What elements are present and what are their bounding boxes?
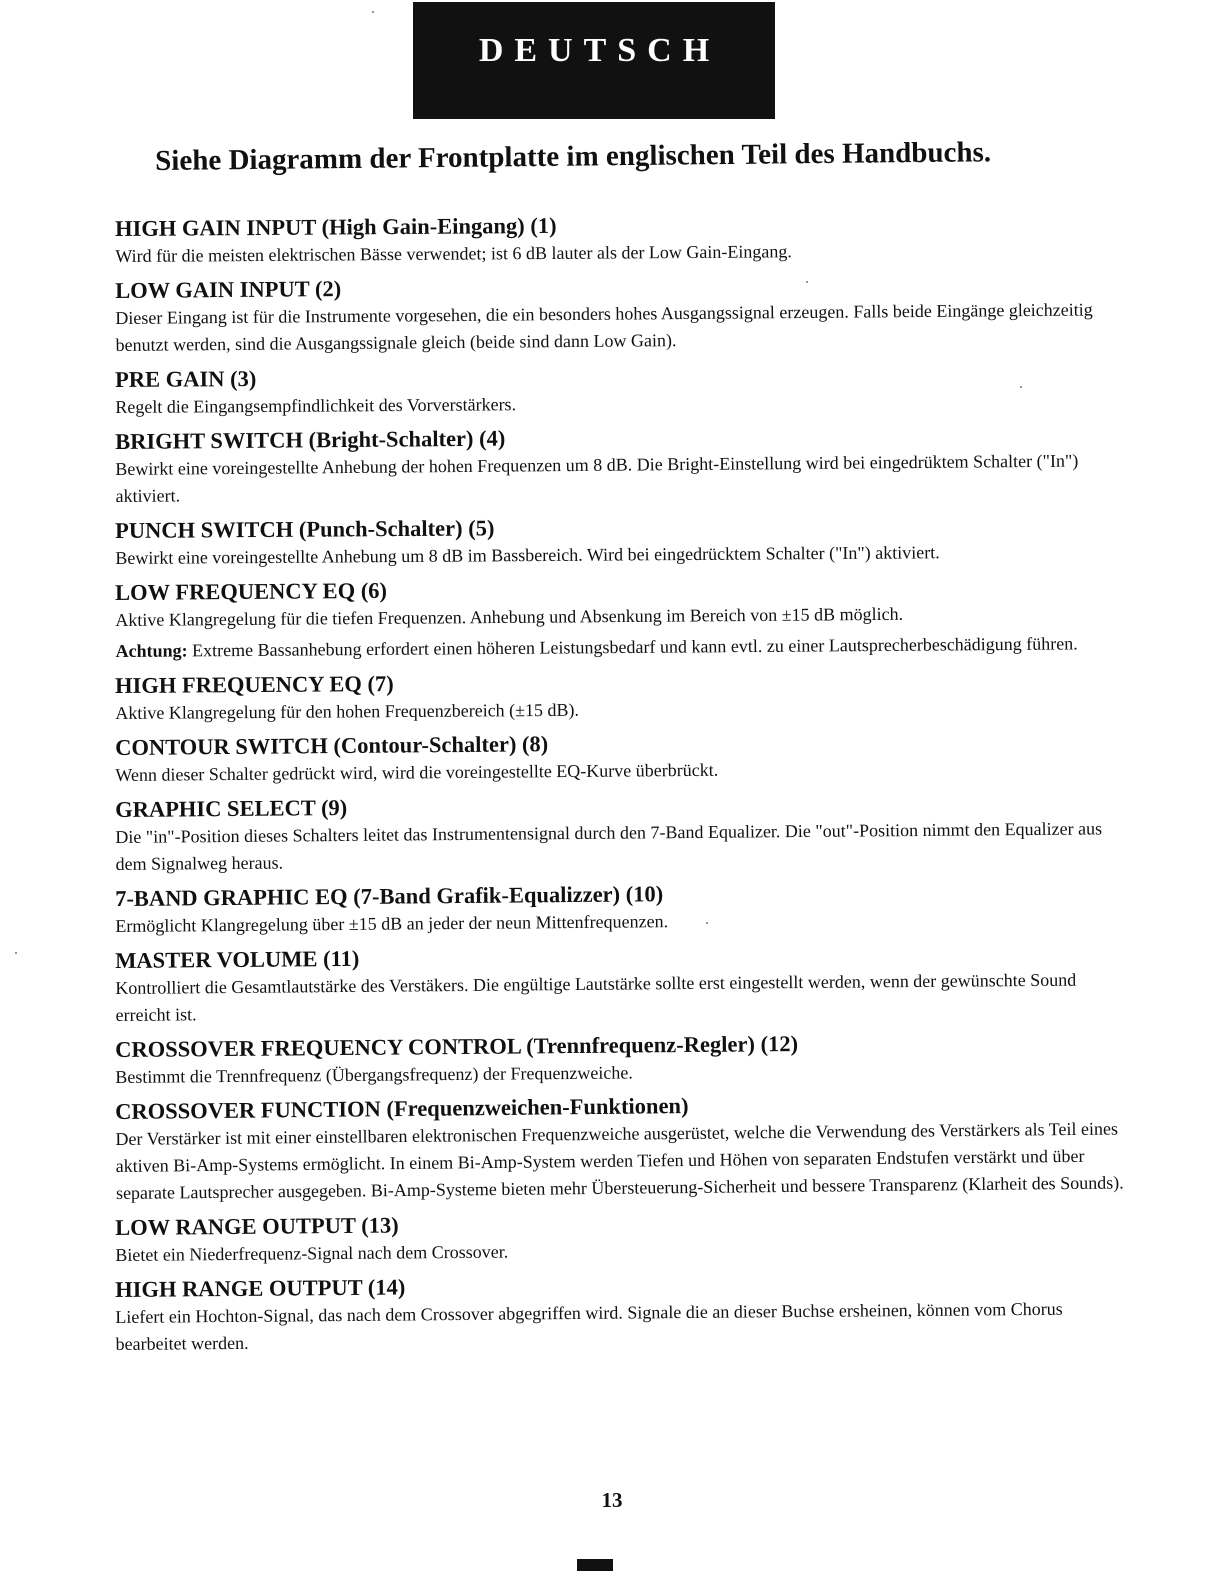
scan-speck [1020, 386, 1022, 388]
section-body: Aktive Klangregelung für den hohen Frequenzbereich (±15 dB). [115, 699, 580, 723]
section-high-frequency-eq [115, 664, 1130, 727]
section-graphic-select [115, 786, 1131, 878]
scan-speck [706, 922, 708, 924]
section-body: Regelt die Eingangsempfindlichkeit des Vorverstärkers. [115, 394, 517, 417]
section-body: Aktive Klangregelung für die tiefen Frequenzen. Anhebung und Absenkung im Bereich von ±15 dB möglich. [115, 603, 904, 630]
section-low-range-output [115, 1204, 1130, 1269]
scan-speck [806, 281, 808, 283]
section-body: Dieser Eingang ist für die Instrumente vorgesehen, die ein besonders hohes Ausgangssignal erzeugen. Falls beide Eingänge gleichzeitig benutzt werden, sind die Ausgangssignale gleich (beide sind dann Low Gain). [115, 299, 1093, 355]
language-header [413, 2, 775, 119]
section-pre-gain [115, 358, 1130, 421]
scan-speck [15, 952, 17, 954]
section-title: HIGH GAIN INPUT (High Gain-Eingang) (1) [115, 212, 557, 241]
section-body: Bestimmt die Trennfrequenz (Übergangsfrequenz) der Frequenzweiche. [115, 1062, 633, 1087]
section-body: Bewirkt eine voreingestellte Anhebung um 8 dB im Bassbereich. Wird bei eingedrücktem Schalter ("In") aktiviert. [115, 542, 940, 568]
section-title: 7-BAND GRAPHIC EQ (7-Band Grafik-Equalizzer) (10) [115, 881, 664, 911]
section-title: HIGH FREQUENCY EQ (7) [115, 671, 394, 698]
section-body: Wird für die meisten elektrischen Bässe verwendet; ist 6 dB lauter als der Low Gain-Eingang. [115, 241, 792, 266]
section-title: MASTER VOLUME (11) [115, 945, 360, 973]
section-title: LOW RANGE OUTPUT (13) [115, 1212, 399, 1240]
section-low-gain-input [115, 267, 1131, 359]
bottom-edge-mark [577, 1559, 613, 1571]
language-header-text: DEUTSCH [478, 31, 721, 69]
section-title: HIGH RANGE OUTPUT (14) [115, 1274, 406, 1302]
scan-speck [372, 11, 374, 13]
section-crossover-frequency-control [115, 1026, 1130, 1091]
section-body: Der Verstärker ist mit einer einstellbaren elektronischen Frequenzweiche ausgerüstet, welche die Verwendung des Verstärkers als Teil eines aktiven Bi-Amp-Systems ermöglicht. In einem Bi-Amp-System werden Tiefen und Höhen von separaten Endstufen verstärkt und über separate Lautsprecher ausgegeben. Bi-Amp-Systeme bieten mehr Übersteuerung-Sicherheit und bessere Transparenz (Klarheit des Sounds). [115, 1118, 1124, 1203]
section-body: Kontrolliert die Gesamtlautstärke des Verstäkers. Die engültige Lautstärke sollte erst eingestellt werden, wenn der gewünschte Sound erreicht ist. [115, 969, 1077, 1025]
section-contour-switch [115, 724, 1130, 789]
page-number: 13 [601, 1488, 623, 1512]
section-body: Ermöglicht Klangregelung über ±15 dB an jeder der neun Mittenfrequenzen. [115, 911, 669, 936]
section-punch-switch [115, 509, 1130, 572]
section-low-frequency-eq [115, 570, 1131, 665]
page-subtitle: Siehe Diagramm der Frontplatte im englischen Teil des Handbuchs. [155, 136, 992, 177]
section-body: Wenn dieser Schalter gedrückt wird, wird die voreingestellte EQ-Kurve überbrückt. [115, 759, 719, 785]
section-title: CROSSOVER FUNCTION (Frequenzweichen-Funktionen) [115, 1092, 689, 1124]
section-high-gain-input [115, 207, 1130, 270]
section-body: Bietet ein Niederfrequenz-Signal nach dem Crossover. [115, 1241, 509, 1265]
section-title: CROSSOVER FREQUENCY CONTROL (Trennfrequenz-Regler) (12) [115, 1031, 799, 1062]
section-title: LOW GAIN INPUT (2) [115, 276, 342, 303]
section-body: Liefert ein Hochton-Signal, das nach dem Crossover abgegriffen wird. Signale die an dieser Buchse ersheinen, können vom Chorus bearbeitet werden. [115, 1298, 1063, 1354]
section-body: Die "in"-Position dieses Schalters leitet das Instrumentensignal durch den 7-Band Equalizer. Die "out"-Position nimmt den Equalizer aus dem Signalweg heraus. [115, 818, 1103, 874]
sections-container [115, 214, 1130, 1364]
section-crossover-function [115, 1086, 1131, 1207]
warning-text: Extreme Bassanhebung erfordert einen höheren Leistungsbedarf und kann evtl. zu einer Lautsprecherbeschädigung führen. [187, 633, 1078, 661]
section-title: LOW FREQUENCY EQ (6) [115, 577, 388, 605]
section-title: PRE GAIN (3) [115, 366, 257, 392]
section-high-range-output [115, 1266, 1131, 1358]
section-title: BRIGHT SWITCH (Bright-Schalter) (4) [115, 425, 506, 454]
section-title: GRAPHIC SELECT (9) [115, 794, 348, 822]
section-7-band-graphic-eq [115, 875, 1130, 940]
section-master-volume [115, 937, 1131, 1029]
warning-label: Achtung: [115, 640, 188, 661]
section-title: PUNCH SWITCH (Punch-Schalter) (5) [115, 515, 495, 543]
section-body: Bewirkt eine voreingestellte Anhebung der hohen Frequenzen um 8 dB. Die Bright-Einstellung wird bei eingedrüktem Schalter ("In") aktiviert. [115, 450, 1079, 506]
section-bright-switch [115, 418, 1131, 510]
section-title: CONTOUR SWITCH (Contour-Schalter) (8) [115, 731, 549, 760]
section-warning-note [115, 630, 1130, 665]
